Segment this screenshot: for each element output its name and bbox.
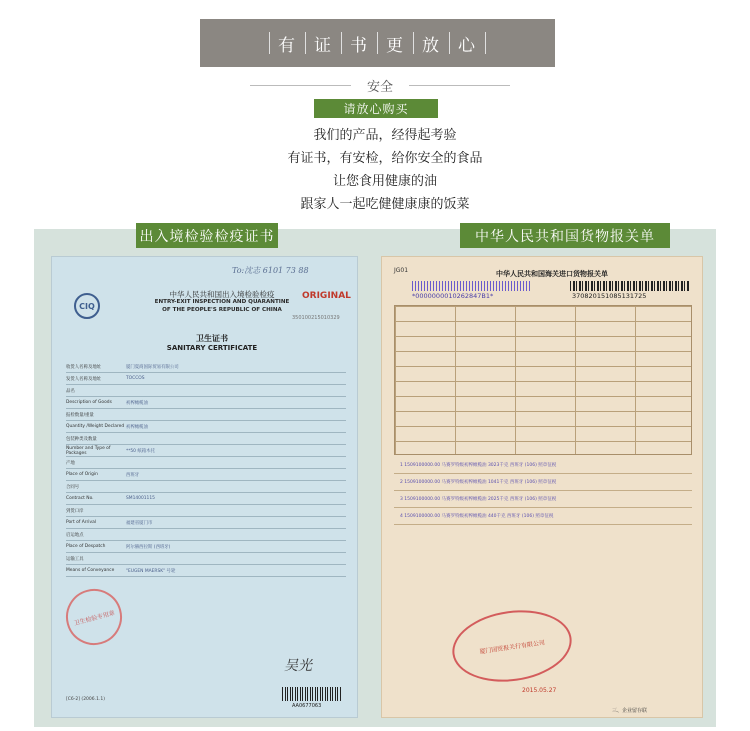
certificate-row (66, 385, 346, 397)
declaration-item: 4 1509100000.00 马赛罗特级初榨橄榄油 440千克 西班牙 (106) 照章征税 (394, 508, 692, 525)
certificate-fields (66, 361, 346, 577)
intro-line: 让您食用健康的油 (332, 174, 437, 189)
field-value: 西班牙 (126, 472, 140, 478)
declaration-barcode-left-number: *0000000010262847B1* (412, 292, 494, 300)
declaration-barcode-right-number: 370820151085131725 (572, 292, 647, 300)
certificate-row (66, 505, 346, 517)
certificate-row (66, 457, 346, 469)
declaration-form-code: JG01 (394, 267, 409, 274)
intro-line: 我们的产品，经得起考验 (313, 128, 457, 143)
handwritten-note: To:沈志 6101 73 88 (232, 266, 309, 275)
field-value: 初榨橄榄油 (126, 424, 148, 430)
declaration-stamp: 厦门国贸报关行有限公司 (448, 603, 577, 689)
certificate-row (66, 565, 346, 577)
declaration-date: 2015.05.27 (522, 687, 557, 694)
banner-divider (269, 32, 270, 54)
certificate-barcode-number: AA0677063 (292, 703, 322, 709)
field-value: 初榨橄榄油 (126, 400, 148, 406)
certificate-serial: 350100215010329 (292, 315, 340, 321)
field-label: 到货口岸 (66, 508, 84, 514)
field-label: Contract No. (66, 496, 94, 501)
certificate-row (66, 469, 346, 481)
field-label: Quantity /Weight Declared (66, 424, 125, 429)
certificate-title-en2: OF THE PEOPLE'S REPUBLIC OF CHINA (162, 307, 282, 313)
field-label: Place of Origin (66, 472, 98, 477)
certificate-row (66, 541, 346, 553)
field-label: Number and Type of Packages (66, 445, 111, 456)
declaration-item: 3 1509100000.00 马赛罗特级初榨橄榄油 2025千克 西班牙 (106) 照章征税 (394, 491, 692, 508)
banner-char: 更 (386, 35, 405, 56)
banner-divider (341, 32, 342, 54)
field-label: 包装种类及数量 (66, 436, 97, 442)
certificate-row (66, 445, 346, 457)
field-label: 品名 (66, 388, 75, 394)
banner-char: 放 (422, 35, 441, 56)
certificate-row (66, 397, 346, 409)
certificate-row (66, 529, 346, 541)
field-value: **50 纸箱木托 (126, 448, 155, 454)
certificate-doc-title-cn: 卫生证书 (196, 334, 228, 343)
certificate-doc-title-en: SANITARY CERTIFICATE (166, 344, 258, 352)
certificate-footer: [C6-2] (2006.1.1) (66, 697, 105, 702)
certificate-title-en1: ENTRY-EXIT INSPECTION AND QUARANTINE (154, 299, 290, 305)
field-label: 产地 (66, 460, 75, 466)
banner-divider (485, 32, 486, 54)
certificate-row (66, 373, 346, 385)
declaration-item: 2 1509100000.00 马赛罗特级初榨橄榄油 1041千克 西班牙 (106) 照章征税 (394, 474, 692, 491)
banner-char: 证 (314, 35, 333, 56)
field-label: 合同号 (66, 484, 80, 490)
intro-line: 跟家人一起吃健健康康的饭菜 (300, 197, 470, 212)
field-label: 启运地点 (66, 532, 84, 538)
ciq-logo-icon: CIQ (74, 293, 100, 319)
section-divider-label: 安全 (367, 79, 394, 95)
tab-inspection-certificate: 出入境检验检疫证书 (136, 223, 278, 248)
certificate-barcode (282, 687, 342, 701)
banner-divider (305, 32, 306, 54)
field-label: 收货人名称及地址 (66, 364, 102, 370)
section-divider (250, 78, 510, 95)
tab-customs-declaration: 中华人民共和国货物报关单 (460, 223, 670, 248)
certificate-row (66, 493, 346, 505)
banner-divider (377, 32, 378, 54)
certificate-row (66, 361, 346, 373)
declaration-item: 1 1509100000.00 马赛罗特级初榨橄榄油 3023千克 西班牙 (106) 照章征税 (394, 457, 692, 474)
declaration-barcode-right (570, 281, 690, 291)
divider-line-right (409, 85, 510, 86)
declaration-items (394, 457, 692, 525)
original-mark: ORIGINAL (302, 291, 351, 301)
certificate-stamp: 卫生检验专用章 (60, 583, 129, 652)
declaration-title: 中华人民共和国海关进口货物报关单 (496, 270, 608, 278)
banner-char: 有 (278, 35, 297, 56)
buy-badge: 请放心购买 (314, 99, 438, 118)
certificate-row (66, 421, 346, 433)
certificate-signature: 吴光 (284, 658, 312, 674)
banner-char: 心 (458, 35, 477, 56)
declaration-form-grid (394, 305, 692, 455)
certificate-row (66, 433, 346, 445)
certificate-row (66, 409, 346, 421)
declaration-barcode-left (412, 281, 532, 291)
certificate-title-cn: 中华人民共和国出入境检验检疫 (169, 290, 275, 299)
divider-line-left (250, 85, 351, 86)
field-label: 报检数量/重量 (66, 412, 94, 418)
certificate-row (66, 481, 346, 493)
field-value: "EUGEN MAERSK" 号轮 (126, 568, 176, 574)
field-label: 运输工具 (66, 556, 84, 562)
intro-line: 有证书，有安检，给你安全的食品 (287, 151, 483, 166)
certificate-row (66, 517, 346, 529)
field-value: 厦门夏商国际贸易有限公司 (126, 364, 179, 370)
header-banner (200, 19, 555, 67)
field-value: TOCCOS (126, 376, 145, 381)
field-label: Place of Despatch (66, 544, 106, 549)
field-value: SM14001115 (126, 496, 155, 501)
banner-divider (413, 32, 414, 54)
declaration-footer: 三、企业留存联 (612, 708, 648, 714)
field-value: 阿尔赫西拉斯 (西班牙) (126, 544, 171, 550)
banner-char: 书 (350, 35, 369, 56)
field-label: Means of Conveyance (66, 568, 115, 573)
sanitary-certificate-image (51, 256, 358, 718)
field-value: 福建省厦门市 (126, 520, 153, 526)
intro-text (200, 124, 570, 216)
field-label: Port of Arrival (66, 520, 96, 525)
field-label: Description of Goods (66, 400, 112, 405)
customs-declaration-image (381, 256, 703, 718)
field-label: 发货人名称及地址 (66, 376, 102, 382)
certificate-row (66, 553, 346, 565)
banner-divider (449, 32, 450, 54)
